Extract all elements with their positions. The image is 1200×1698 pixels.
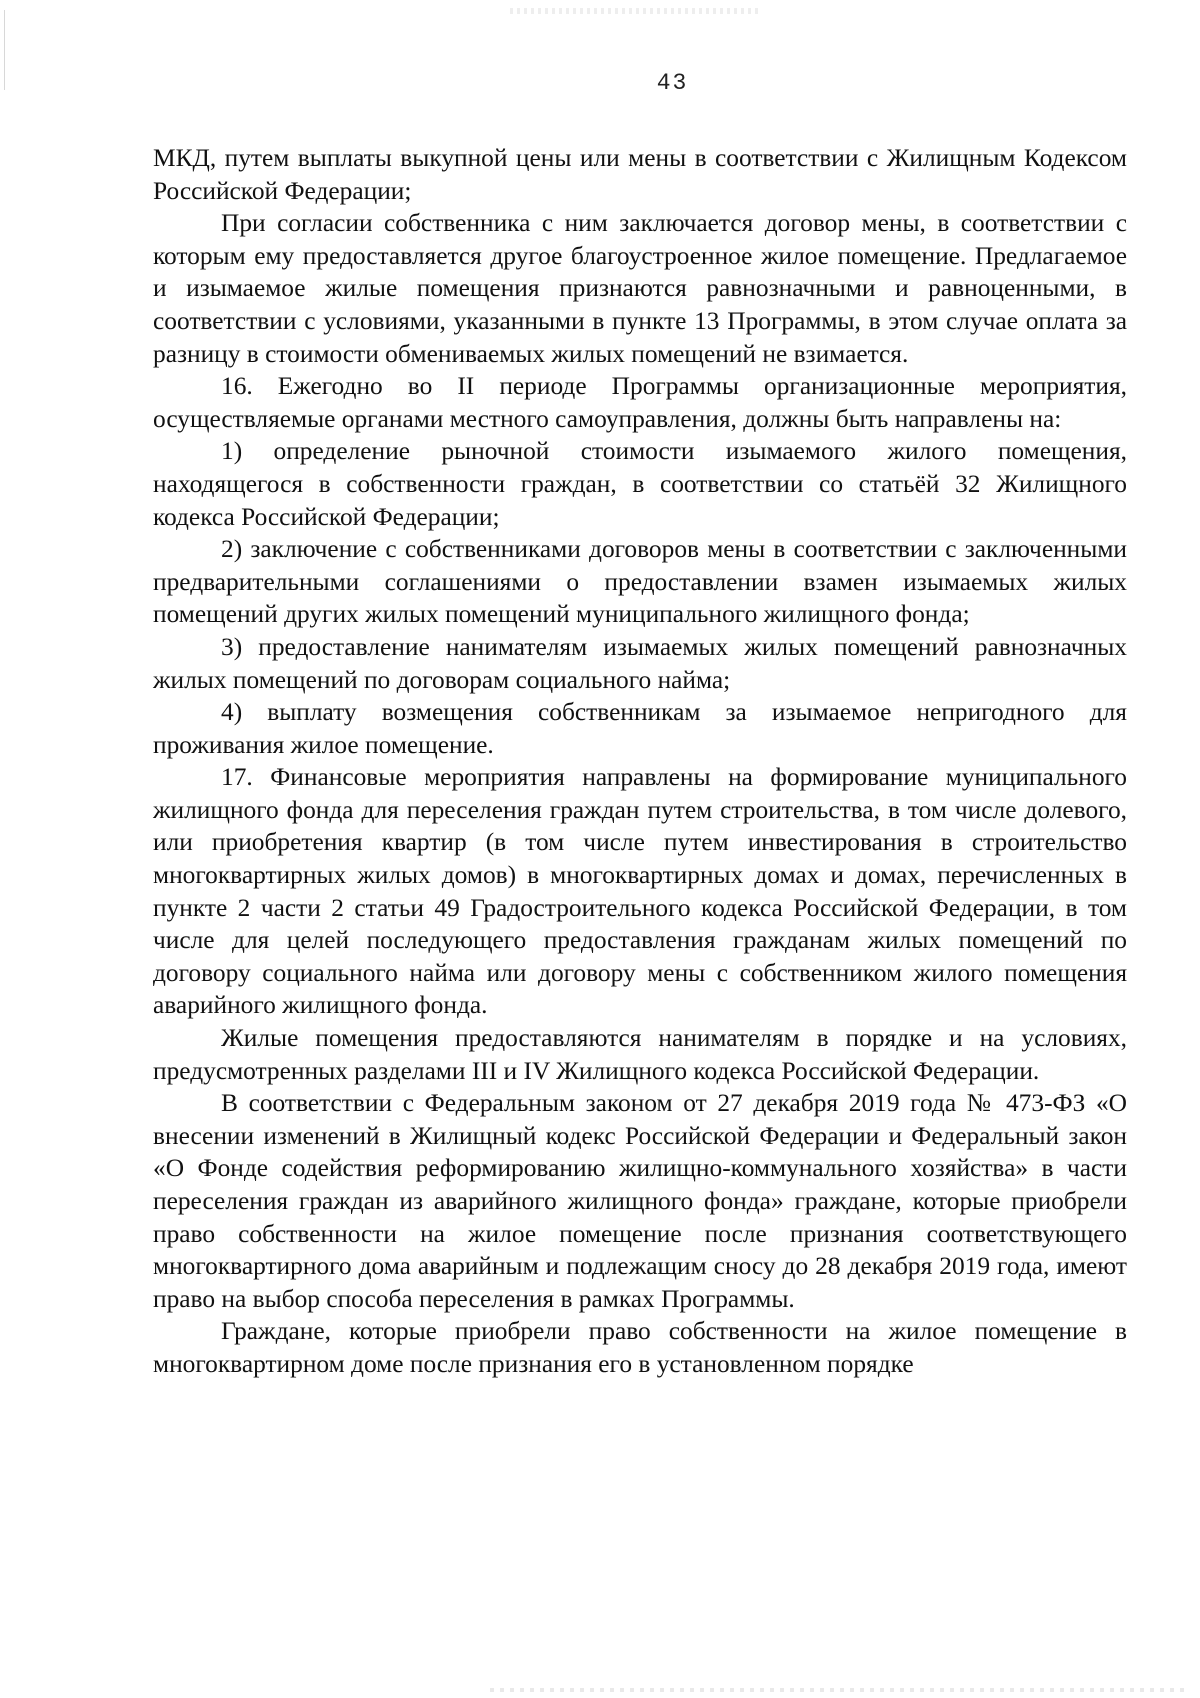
paragraph-federal-law: В соответствии с Федеральным законом от 27 декабря 2019 года № 473-ФЗ «О внесении изменений в Жилищный кодекс Российской Федерации и Федеральный закон «О Фонде содействия реформированию жилищно-коммунального хозяйства» в части переселения граждан из аварийного жилищного фонда» граждане, которые приобрели право собственности на жилое помещение после признания соответствующего многоквартирного дома аварийным и подлежащим сносу до 28 декабря 2019 года, имеют право на выбор способа переселения в рамках Программы. [153,1089,1127,1313]
paragraph-citizens: Граждане, которые приобрели право собственности на жилое помещение в многоквартирном доме после признания его в установленном порядке [153,1317,1127,1378]
document-body [153,142,1127,1381]
scan-noise-bottom [490,1688,1190,1692]
page-number: 43 [656,70,689,96]
paragraph-16: 16. Ежегодно во II периоде Программы организационные мероприятия, осуществляемые органами местного самоуправления, должны быть направлены на: [153,372,1127,433]
list-item-3: 3) предоставление нанимателям изымаемых жилых помещений равнозначных жилых помещений по договорам социального найма; [153,632,1127,694]
paragraph-living-quarters: Жилые помещения предоставляются нанимателям в порядке и на условиях, предусмотренных разделами III и IV Жилищного кодекса Российской Федерации. [153,1024,1127,1085]
list-item-4: 4) выплату возмещения собственникам за изымаемое непригодного для проживания жилое помещение. [153,698,1127,759]
list-item-1: 1) определение рыночной стоимости изымаемого жилого помещения, находящегося в собственности граждан, в соответствии со статьёй 32 Жилищного кодекса Российской Федерации; [153,437,1127,531]
paragraph-1: МКД, путем выплаты выкупной цены или мены в соответствии с Жилищным Кодексом Российской Федерации; [153,144,1127,205]
paragraph-17: 17. Финансовые мероприятия направлены на формирование муниципального жилищного фонда для переселения граждан путем строительства, в том числе долевого, или приобретения квартир (в том числе путем инвестирования в строительство многоквартирных жилых домов) в многоквартирных домах и домах, перечисленных в пункте 2 части 2 статьи 49 Градостроительного кодекса Российской Федерации, в том числе для целей последующего предоставления гражданам жилых помещений по договору социального найма или договору мены с собственником жилого помещения аварийного жилищного фонда. [153,763,1127,1020]
scan-noise-top [510,8,760,14]
paragraph-2: При согласии собственника с ним заключается договор мены, в соответствии с которым ему предоставляется другое благоустроенное жилое помещение. Предлагаемое и изымаемое жилые помещения признаются равнозначными и равноценными, в соответствии с условиями, указанными в пункте 13 Программы, в этом случае оплата за разницу в стоимости обмениваемых жилых помещений не взимается. [153,209,1127,368]
list-item-2: 2) заключение с собственниками договоров мены в соответствии с заключенными предварительными соглашениями о предоставлении взамен изымаемых жилых помещений других жилых помещений муниципального жилищного фонда; [153,535,1127,629]
